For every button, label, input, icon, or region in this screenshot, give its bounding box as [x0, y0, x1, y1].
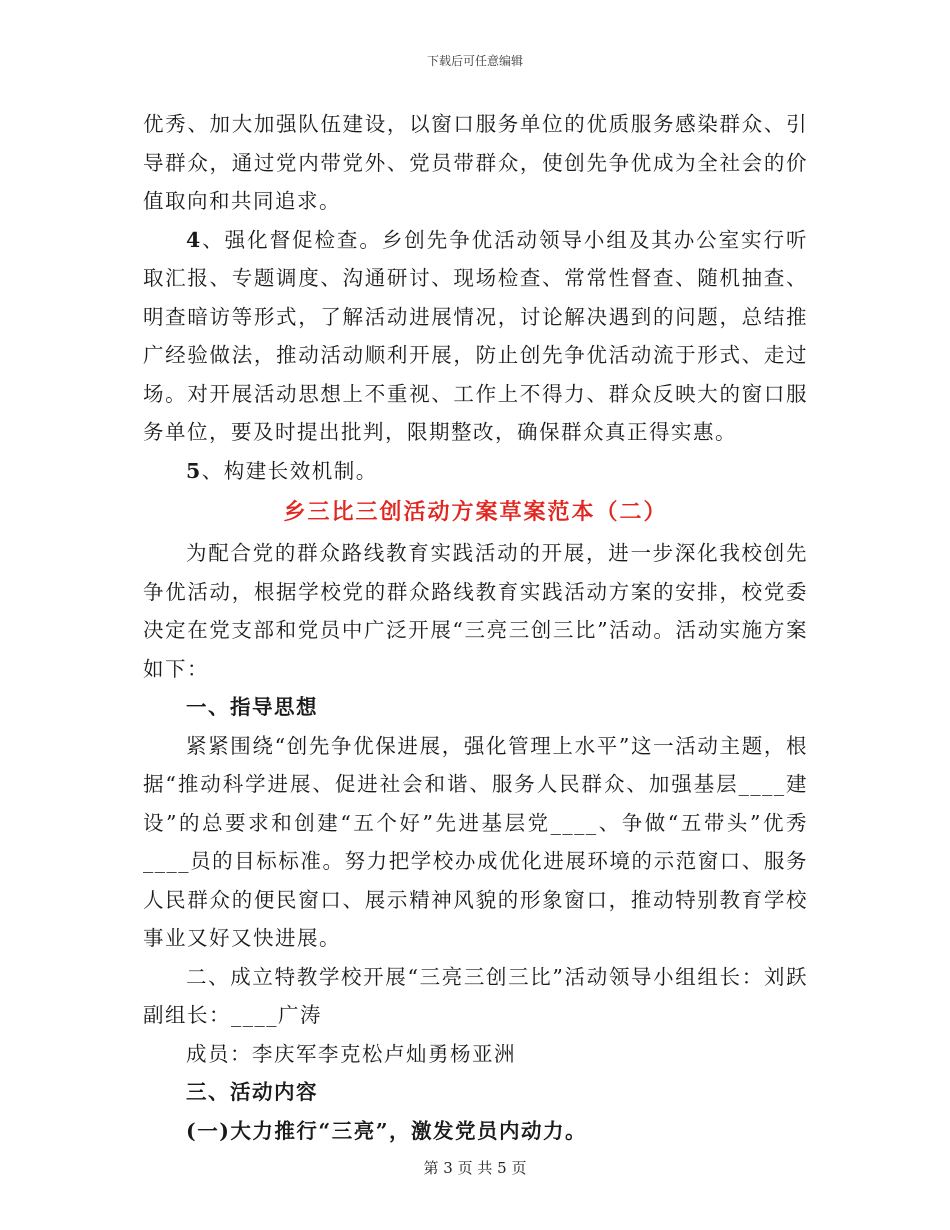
document-body — [143, 105, 808, 1150]
item-number: 5 — [186, 458, 202, 483]
heading-guiding-ideology: 一、指导思想 — [186, 695, 318, 719]
subheading-three-highlights: (一)大力推行“三亮”，激发党员内动力。 — [186, 1118, 587, 1143]
page-footer: 第 3 页 共 5 页 — [423, 1159, 527, 1177]
intro-paragraph: 为配合党的群众路线教育实践活动的开展，进一步深化我校创先争优活动，根据学校党的群众路线教育实践活动方案的安排，校党委决定在党支部和党员中广泛开展“三亮三创三比”活动。活动实施方案如下： — [143, 541, 808, 681]
members-paragraph: 成员：李庆军李克松卢灿勇杨亚洲 — [186, 1041, 516, 1066]
paragraph-item-5 — [143, 452, 808, 491]
guiding-ideology-paragraph: 紧紧围绕“创先争优保进展，强化管理上水平”这一活动主题，根据“推动科学进展、促进社会和谐、服务人民群众、加强基层____建设”的总要求和创建“五个好”先进基层党____、争做“五带头”优秀____员的目标标准。努力把学校办成优化进展环境的示范窗口、服务人民群众的便民窗口、展示精神风貌的形象窗口，推动特别教育学校事业又好又快进展。 — [143, 733, 808, 950]
leadership-group-paragraph: 二、成立特教学校开展“三亮三创三比”活动领导小组组长：刘跃副组长：____广涛 — [143, 964, 808, 1027]
paragraph-continuation: 优秀、加大加强队伍建设，以窗口服务单位的优质服务感染群众、引导群众，通过党内带党外、党员带群众，使创先争优成为全社会的价值取向和共同追求。 — [143, 112, 808, 213]
section-title: 乡三比三创活动方案草案范本（二） — [283, 499, 668, 525]
item-number: 4 — [186, 227, 202, 252]
heading-activity-content: 三、活动内容 — [186, 1080, 318, 1104]
item-text: 、构建长效机制。 — [201, 458, 378, 483]
item-text: 、强化督促检查。乡创先争优活动领导小组及其办公室实行听取汇报、专题调度、沟通研讨、现场检查、常常性督查、随机抽查、明查暗访等形式，了解活动进展情况，讨论解决遇到的问题，总结推广经验做法，推动活动顺利开展，防止创先争优活动流于形式、走过场。对开展活动思想上不重视、工作上不得力、群众反映大的窗口服务单位，要及时提出批判，限期整改，确保群众真正得实惠。 — [143, 227, 808, 444]
paragraph-item-4 — [143, 221, 808, 452]
page-header: 下载后可任意编辑 — [426, 54, 523, 68]
